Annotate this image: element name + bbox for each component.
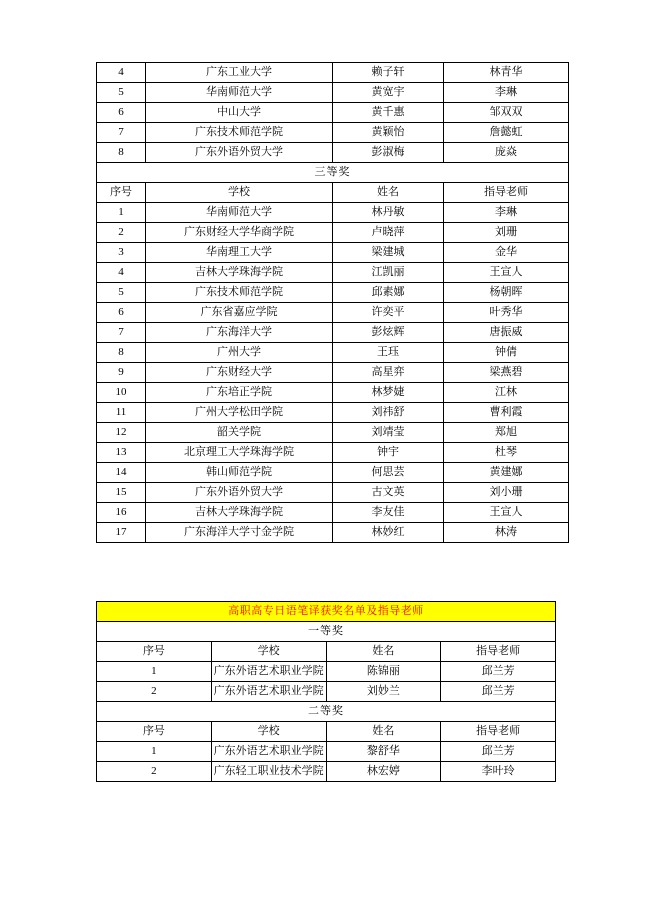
cell-teacher: 王宣人 bbox=[444, 503, 569, 523]
header-index: 序号 bbox=[97, 722, 212, 742]
cell-teacher: 郑旭 bbox=[444, 423, 569, 443]
cell-school: 广东工业大学 bbox=[146, 63, 333, 83]
cell-name: 陈锦丽 bbox=[326, 662, 441, 682]
cell-name: 江凯丽 bbox=[333, 263, 444, 283]
cell-name: 彭炫辉 bbox=[333, 323, 444, 343]
header-name: 姓名 bbox=[326, 642, 441, 662]
cell-name: 赖子轩 bbox=[333, 63, 444, 83]
cell-school: 广东省嘉应学院 bbox=[146, 303, 333, 323]
cell-school: 广东技术师范学院 bbox=[146, 283, 333, 303]
cell-index: 12 bbox=[97, 423, 146, 443]
cell-index: 7 bbox=[97, 123, 146, 143]
table-row bbox=[97, 83, 569, 103]
section1-table bbox=[96, 62, 569, 543]
cell-teacher: 林涛 bbox=[444, 523, 569, 543]
cell-school: 华南师范大学 bbox=[146, 203, 333, 223]
cell-school: 广东培正学院 bbox=[146, 383, 333, 403]
cell-name: 刘祎舒 bbox=[333, 403, 444, 423]
award-title: 二等奖 bbox=[97, 702, 556, 722]
cell-teacher: 杜琴 bbox=[444, 443, 569, 463]
table-row bbox=[97, 403, 569, 423]
cell-name: 王珏 bbox=[333, 343, 444, 363]
cell-name: 卢晓萍 bbox=[333, 223, 444, 243]
award-title: 三等奖 bbox=[97, 163, 569, 183]
cell-index: 13 bbox=[97, 443, 146, 463]
cell-index: 5 bbox=[97, 83, 146, 103]
cell-index: 1 bbox=[97, 203, 146, 223]
cell-name: 刘靖莹 bbox=[333, 423, 444, 443]
table-row bbox=[97, 662, 556, 682]
table-row bbox=[97, 463, 569, 483]
cell-name: 黄颖怡 bbox=[333, 123, 444, 143]
cell-teacher: 詹懿虹 bbox=[444, 123, 569, 143]
table-row bbox=[97, 123, 569, 143]
table-header-row bbox=[97, 642, 556, 662]
cell-teacher: 江林 bbox=[444, 383, 569, 403]
table-row bbox=[97, 383, 569, 403]
cell-name: 邱素娜 bbox=[333, 283, 444, 303]
table-row bbox=[97, 443, 569, 463]
cell-teacher: 邱兰芳 bbox=[441, 682, 556, 702]
cell-index: 17 bbox=[97, 523, 146, 543]
cell-name: 林妙红 bbox=[333, 523, 444, 543]
cell-school: 吉林大学珠海学院 bbox=[146, 503, 333, 523]
cell-teacher: 刘小珊 bbox=[444, 483, 569, 503]
cell-school: 广东外语艺术职业学院 bbox=[211, 662, 326, 682]
table-row bbox=[97, 103, 569, 123]
award-title-row bbox=[97, 622, 556, 642]
cell-teacher: 李叶玲 bbox=[441, 762, 556, 782]
cell-name: 李友佳 bbox=[333, 503, 444, 523]
table-row bbox=[97, 143, 569, 163]
header-teacher: 指导老师 bbox=[441, 642, 556, 662]
cell-school: 韩山师范学院 bbox=[146, 463, 333, 483]
cell-name: 梁建城 bbox=[333, 243, 444, 263]
header-name: 姓名 bbox=[326, 722, 441, 742]
award-title-row bbox=[97, 163, 569, 183]
cell-school: 吉林大学珠海学院 bbox=[146, 263, 333, 283]
header-teacher: 指导老师 bbox=[441, 722, 556, 742]
cell-name: 何思芸 bbox=[333, 463, 444, 483]
cell-school: 华南理工大学 bbox=[146, 243, 333, 263]
table-row bbox=[97, 483, 569, 503]
cell-name: 彭淑梅 bbox=[333, 143, 444, 163]
table-header-row bbox=[97, 183, 569, 203]
table-row bbox=[97, 363, 569, 383]
cell-teacher: 邹双双 bbox=[444, 103, 569, 123]
table-row bbox=[97, 503, 569, 523]
cell-school: 广东轻工职业技术学院 bbox=[211, 762, 326, 782]
cell-name: 刘妙兰 bbox=[326, 682, 441, 702]
section2-banner-title: 高职高专日语笔译获奖名单及指导老师 bbox=[97, 602, 556, 622]
table-row bbox=[97, 223, 569, 243]
cell-teacher: 李琳 bbox=[444, 203, 569, 223]
header-index: 序号 bbox=[97, 183, 146, 203]
table-row bbox=[97, 742, 556, 762]
cell-index: 6 bbox=[97, 303, 146, 323]
section-spacer bbox=[96, 543, 602, 601]
cell-teacher: 邱兰芳 bbox=[441, 742, 556, 762]
cell-teacher: 唐振威 bbox=[444, 323, 569, 343]
cell-name: 林宏婷 bbox=[326, 762, 441, 782]
table-row bbox=[97, 523, 569, 543]
cell-school: 广东海洋大学寸金学院 bbox=[146, 523, 333, 543]
table-row bbox=[97, 343, 569, 363]
table-header-row bbox=[97, 722, 556, 742]
cell-index: 1 bbox=[97, 662, 212, 682]
cell-name: 高星弈 bbox=[333, 363, 444, 383]
cell-school: 广东外语艺术职业学院 bbox=[211, 742, 326, 762]
cell-school: 韶关学院 bbox=[146, 423, 333, 443]
cell-index: 7 bbox=[97, 323, 146, 343]
cell-teacher: 黄建娜 bbox=[444, 463, 569, 483]
cell-teacher: 庞焱 bbox=[444, 143, 569, 163]
cell-index: 4 bbox=[97, 63, 146, 83]
cell-index: 10 bbox=[97, 383, 146, 403]
cell-name: 古文英 bbox=[333, 483, 444, 503]
cell-school: 华南师范大学 bbox=[146, 83, 333, 103]
cell-school: 广东技术师范学院 bbox=[146, 123, 333, 143]
section2-table bbox=[96, 601, 556, 782]
section1-continued-rows bbox=[97, 63, 569, 543]
cell-index: 3 bbox=[97, 243, 146, 263]
header-index: 序号 bbox=[97, 642, 212, 662]
cell-school: 广州大学松田学院 bbox=[146, 403, 333, 423]
cell-teacher: 林青华 bbox=[444, 63, 569, 83]
cell-school: 广东外语外贸大学 bbox=[146, 483, 333, 503]
cell-name: 黄宽宇 bbox=[333, 83, 444, 103]
cell-name: 林丹敏 bbox=[333, 203, 444, 223]
cell-school: 广东海洋大学 bbox=[146, 323, 333, 343]
cell-teacher: 杨朝晖 bbox=[444, 283, 569, 303]
cell-index: 11 bbox=[97, 403, 146, 423]
cell-school: 广州大学 bbox=[146, 343, 333, 363]
table-row bbox=[97, 323, 569, 343]
table-row bbox=[97, 283, 569, 303]
cell-teacher: 王宣人 bbox=[444, 263, 569, 283]
cell-index: 5 bbox=[97, 283, 146, 303]
cell-index: 2 bbox=[97, 762, 212, 782]
cell-index: 9 bbox=[97, 363, 146, 383]
table-row bbox=[97, 682, 556, 702]
cell-index: 8 bbox=[97, 343, 146, 363]
cell-school: 中山大学 bbox=[146, 103, 333, 123]
cell-school: 广东外语艺术职业学院 bbox=[211, 682, 326, 702]
cell-name: 林梦婕 bbox=[333, 383, 444, 403]
table-row bbox=[97, 762, 556, 782]
cell-index: 15 bbox=[97, 483, 146, 503]
cell-teacher: 钟倩 bbox=[444, 343, 569, 363]
cell-index: 16 bbox=[97, 503, 146, 523]
cell-index: 2 bbox=[97, 223, 146, 243]
cell-school: 广东外语外贸大学 bbox=[146, 143, 333, 163]
cell-teacher: 李琳 bbox=[444, 83, 569, 103]
header-name: 姓名 bbox=[333, 183, 444, 203]
cell-index: 2 bbox=[97, 682, 212, 702]
cell-name: 钟宇 bbox=[333, 443, 444, 463]
header-teacher: 指导老师 bbox=[444, 183, 569, 203]
cell-teacher: 叶秀华 bbox=[444, 303, 569, 323]
cell-index: 4 bbox=[97, 263, 146, 283]
table-row bbox=[97, 203, 569, 223]
cell-name: 黄千惠 bbox=[333, 103, 444, 123]
award-title-row bbox=[97, 702, 556, 722]
cell-teacher: 金华 bbox=[444, 243, 569, 263]
table-row bbox=[97, 423, 569, 443]
cell-school: 广东财经大学华商学院 bbox=[146, 223, 333, 243]
cell-teacher: 邱兰芳 bbox=[441, 662, 556, 682]
table-row bbox=[97, 263, 569, 283]
table-row bbox=[97, 303, 569, 323]
cell-name: 许奕平 bbox=[333, 303, 444, 323]
cell-index: 14 bbox=[97, 463, 146, 483]
table-row bbox=[97, 243, 569, 263]
cell-teacher: 梁燕碧 bbox=[444, 363, 569, 383]
cell-school: 广东财经大学 bbox=[146, 363, 333, 383]
cell-index: 8 bbox=[97, 143, 146, 163]
cell-teacher: 曹利霞 bbox=[444, 403, 569, 423]
cell-index: 1 bbox=[97, 742, 212, 762]
cell-name: 黎舒华 bbox=[326, 742, 441, 762]
award-title: 一等奖 bbox=[97, 622, 556, 642]
header-school: 学校 bbox=[146, 183, 333, 203]
table-row bbox=[97, 63, 569, 83]
section2-banner-row bbox=[97, 602, 556, 622]
cell-teacher: 刘珊 bbox=[444, 223, 569, 243]
cell-school: 北京理工大学珠海学院 bbox=[146, 443, 333, 463]
cell-index: 6 bbox=[97, 103, 146, 123]
section2-body bbox=[97, 602, 556, 782]
header-school: 学校 bbox=[211, 722, 326, 742]
header-school: 学校 bbox=[211, 642, 326, 662]
